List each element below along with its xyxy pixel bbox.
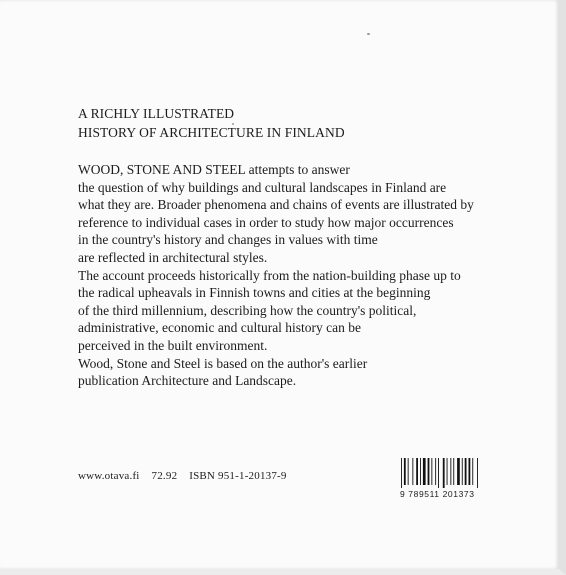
- body-line: Wood, Stone and Steel is based on the author's earlier: [78, 355, 368, 371]
- barcode-bar: [428, 458, 430, 485]
- body-line: administrative, economic and cultural history can be: [78, 320, 362, 336]
- body-line: reference to individual cases in order to study how major occurrences: [78, 214, 454, 230]
- heading-line-2: HISTORY OF ARCHITECTURE IN FINLAND: [78, 125, 345, 140]
- barcode-bar: [443, 458, 445, 488]
- publisher-website: www.otava.fi: [78, 470, 140, 482]
- barcode-bar: [438, 458, 439, 488]
- classification-code: 72.92: [151, 470, 178, 482]
- body-line: of the third millennium, describing how the country's political,: [78, 302, 417, 318]
- publisher-footer: [78, 470, 287, 482]
- barcode-bar: [469, 458, 471, 485]
- barcode-bar: [457, 458, 460, 485]
- barcode-bar: [412, 458, 413, 485]
- barcode-bar: [450, 458, 451, 485]
- barcode-bars: [400, 458, 482, 488]
- isbn-barcode: [400, 458, 482, 499]
- body-line: The account proceeds historically from the nation-building phase up to: [78, 267, 461, 283]
- isbn-number: ISBN 951-1-20137-9: [189, 470, 287, 482]
- barcode-bar: [462, 458, 463, 485]
- barcode-bar: [447, 458, 448, 485]
- barcode-bar: [408, 458, 409, 485]
- barcode-bar: [465, 458, 467, 485]
- barcode-bar: [472, 458, 473, 485]
- description-text: [78, 161, 474, 390]
- body-line: WOOD, STONE AND STEEL attempts to answer: [78, 162, 350, 177]
- barcode-bar: [431, 458, 432, 485]
- barcode-bar: [420, 458, 421, 485]
- cover-heading: [78, 104, 345, 142]
- barcode-bar: [404, 458, 406, 485]
- paper-speck: [367, 33, 370, 35]
- body-line: are reflected in architectural styles.: [78, 249, 268, 265]
- barcode-digits: 9 789511 201373: [400, 489, 475, 499]
- barcode-bar: [423, 458, 426, 485]
- body-line: perceived in the built environment.: [78, 337, 268, 353]
- body-line: what they are. Broader phenomena and chains of events are illustrated by: [78, 197, 474, 213]
- barcode-bar: [453, 458, 454, 485]
- body-line: the radical upheavals in Finnish towns and cities at the beginning: [78, 285, 431, 301]
- body-line: in the country's history and changes in values with time: [78, 232, 378, 248]
- body-line: publication Architecture and Landscape.: [78, 373, 297, 389]
- heading-line-1: A RICHLY ILLUSTRATED: [78, 106, 235, 121]
- body-line: the question of why buildings and cultural landscapes in Finland are: [78, 179, 447, 195]
- barcode-bar: [477, 458, 478, 488]
- barcode-bar: [416, 458, 418, 485]
- barcode-bar: [435, 458, 436, 485]
- barcode-bar: [401, 458, 402, 488]
